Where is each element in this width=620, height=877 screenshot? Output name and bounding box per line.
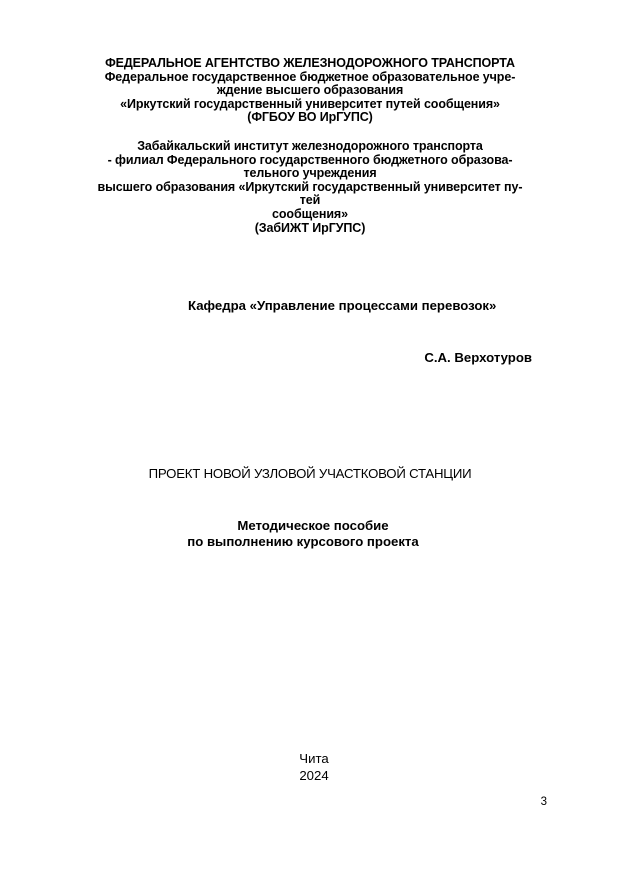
subtitle-line: Методическое пособие — [237, 518, 389, 533]
institute-line: (ЗабИЖТ ИрГУПС) — [254, 220, 366, 235]
institute-line: - филиал Федерального государственного бюджетного образова- — [107, 152, 513, 167]
agency-line: ждение высшего образования — [216, 83, 404, 98]
agency-line: ФЕДЕРАЛЬНОЕ АГЕНТСТВО ЖЕЛЕЗНОДОРОЖНОГО ТРАНСПОРТА — [105, 56, 515, 70]
city-name: Чита — [299, 751, 329, 766]
publication-year: 2024 — [299, 768, 329, 783]
department-name: Кафедра «Управление процессами перевозок» — [188, 298, 497, 313]
agency-line: Федеральное государственное бюджетное образовательное учре- — [104, 69, 516, 84]
institute-line: тей — [299, 193, 321, 208]
document-title: ПРОЕКТ НОВОЙ УЗЛОВОЙ УЧАСТКОВОЙ СТАНЦИИ — [148, 466, 472, 481]
page-number: 3 — [540, 796, 547, 808]
subtitle-line: по выполнению курсового проекта — [187, 534, 419, 549]
institute-line: высшего образования «Иркутский государственный университет пу- — [97, 179, 523, 194]
document-subtitle — [0, 518, 620, 550]
institute-header — [60, 140, 560, 235]
institute-line: сообщения» — [272, 206, 348, 221]
institute-line: тельного учреждения — [243, 166, 377, 181]
agency-header — [60, 57, 560, 125]
agency-line: «Иркутский государственный университет путей сообщения» — [120, 96, 500, 111]
author-name: С.А. Верхотуров — [424, 350, 532, 365]
institute-line: Забайкальский институт железнодорожного транспорта — [137, 139, 483, 153]
agency-line: (ФГБОУ ВО ИрГУПС) — [247, 110, 373, 125]
publication-place — [0, 750, 620, 784]
